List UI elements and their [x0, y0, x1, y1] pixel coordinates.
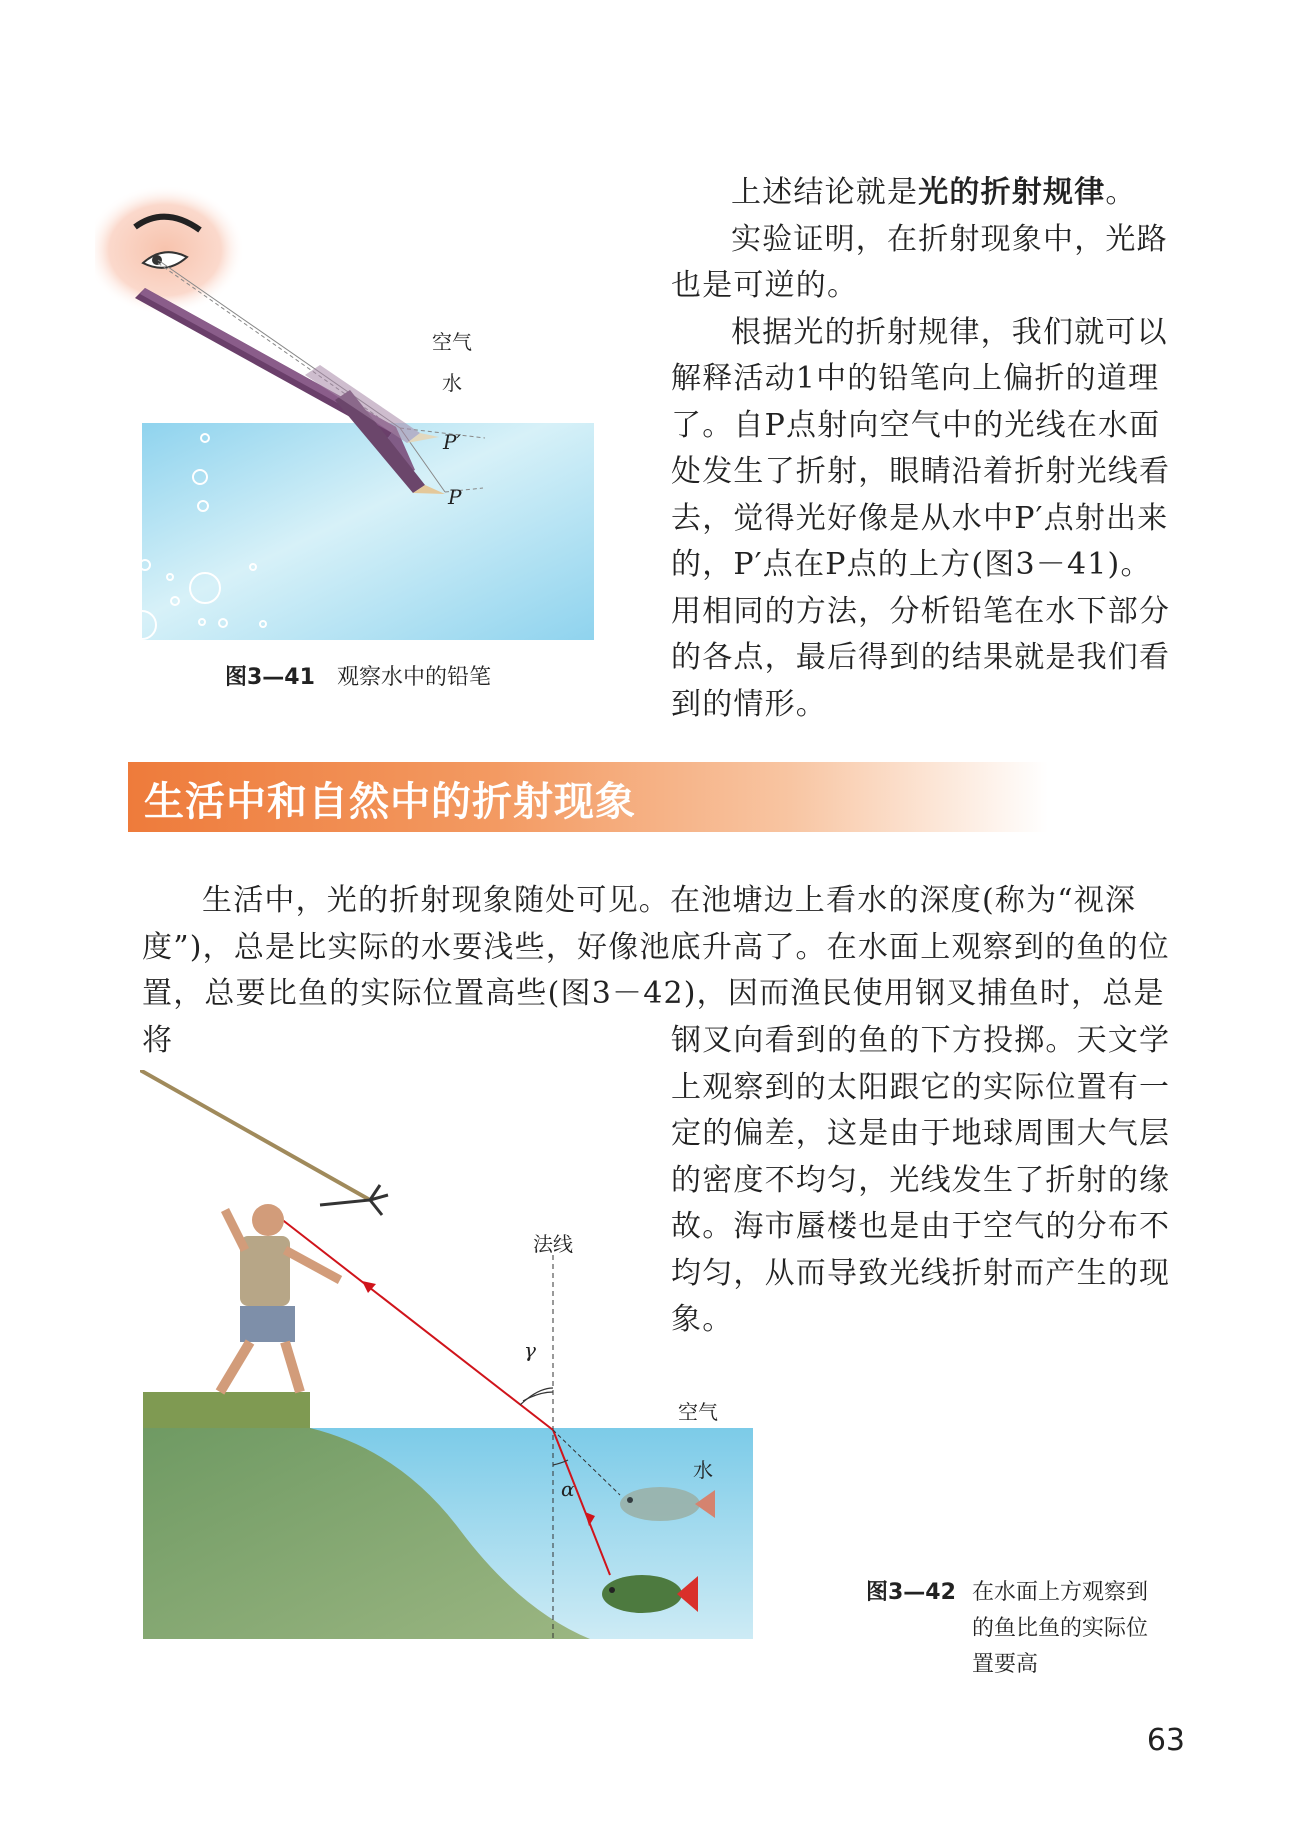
gamma-angle-label: γ: [524, 1338, 536, 1362]
point-p-prime-label: P′: [443, 430, 461, 454]
figure-41-caption: [225, 660, 491, 691]
right-column-text: [671, 170, 1171, 728]
water-region: [142, 423, 594, 640]
alpha-angle-label: α: [561, 1477, 575, 1501]
figure-42-caption-num: 图3—42: [866, 1580, 956, 1605]
figure-42-caption-text: 在水面上方观察到的鱼比鱼的实际位置要高: [971, 1580, 1148, 1677]
figure-42-caption: [866, 1575, 1186, 1683]
figure-3-41: [95, 185, 655, 655]
pencil-in-water-illustration: [95, 185, 655, 655]
water-label-41: 水: [442, 371, 462, 395]
paragraph-4-continued: 钢叉向看到的鱼的下方投掷。天文学上观察到的太阳跟它的实际位置有一定的偏差，这是由于地球周围大气层的密度不均匀，光线发生了折射的缘故。海市蜃楼也是由于空气的分布不均匀，从而导致光线折射而产生的现象。: [671, 1023, 1171, 1337]
section-banner: [128, 762, 1048, 832]
figure-41-caption-text: 观察水中的铅笔: [336, 665, 491, 690]
refraction-law-term: 光的折射规律: [918, 175, 1106, 210]
air-label-42: 空气: [678, 1400, 718, 1424]
air-label-41: 空气: [432, 330, 472, 354]
normal-label: 法线: [533, 1232, 573, 1256]
page-number: 63: [1146, 1723, 1185, 1758]
fisherman: [140, 1070, 388, 1392]
spear-shaft: [140, 1070, 370, 1200]
refracted-ray: [280, 1218, 553, 1430]
paragraph-4: 生活中，光的折射现象随处可见。在池塘边上看水的深度(称为“视深度”)，总是比实际的水要浅些，好像池底升高了。在水面上观察到的鱼的位置，总要比鱼的实际位置高些(图3－42)，因而渔民使用钢叉捕鱼时，总是将: [142, 883, 1170, 1058]
water-label-42: 水: [693, 1458, 713, 1482]
paragraph-2: 实验证明，在折射现象中，光路也是可逆的。: [671, 221, 1168, 303]
paragraph-3: 根据光的折射规律，我们就可以解释活动1中的铅笔向上偏折的道理了。自P点射向空气中的光线在水面处发生了折射，眼睛沿着折射光线看去，觉得光好像是从水中P′点射出来的，P′点在P点的上方(图3－41)。用相同的方法，分析铅笔在水下部分的各点，最后得到的结果就是我们看到的情形。: [671, 314, 1171, 722]
spear-fishing-illustration: [140, 1070, 760, 1670]
figure-3-42: [140, 1070, 760, 1670]
figure-41-caption-num: 图3—41: [225, 665, 315, 690]
point-p-label: P: [448, 485, 462, 509]
paragraph-1: 上述结论就是光的折射规律。: [731, 175, 1137, 210]
section-title: 生活中和自然中的折射现象: [144, 779, 636, 825]
grass-bank: [143, 1392, 310, 1430]
face-shape: [95, 185, 245, 315]
